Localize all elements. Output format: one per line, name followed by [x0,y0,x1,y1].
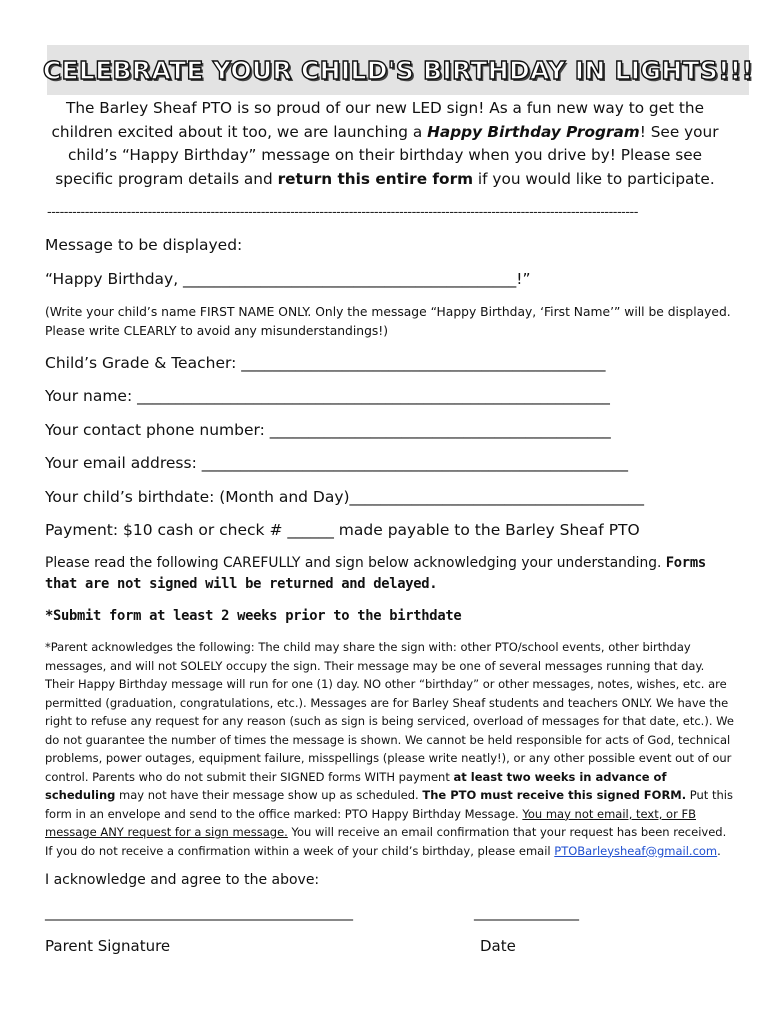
return-form-emphasis: return this entire form [277,169,474,188]
name-note-line-2: Please write CLEARLY to avoid any misunderstandings!) [45,324,389,338]
payment-field[interactable]: Payment: $10 cash or check # ______ made payable to the Barley Sheaf PTO [45,521,640,539]
intro-text-1: The Barley Sheaf PTO is so proud of our new LED sign! As a fun new way to get the children excited about it too, we are launching a [51,99,704,141]
grade-teacher-field[interactable]: Child’s Grade & Teacher: _______________________________________________ [45,354,606,372]
title-banner [42,45,754,95]
signature-line[interactable]: ____________________________________________ [45,905,353,921]
date-line[interactable]: _______________ [474,905,579,921]
no-email-notice: You may not email, text, or FB message ANY request for a sign message. [45,806,696,839]
date-label: Date [480,937,516,955]
cut-line-divider: --------------------------------------------------------------------------------------------------------------------------------------------- [47,205,638,220]
acknowledge-label: I acknowledge and agree to the above: [45,872,320,888]
email-field[interactable]: Your email address: _______________________________________________________ [45,454,628,472]
phone-field[interactable]: Your contact phone number: ____________________________________________ [45,421,611,439]
terms-paragraph: *Parent acknowledges the following: The child may share the sign with: other PTO/school events, other birthday messages, and will not SOLELY occupy the sign. Their message may be one of several messages running that day. Their Happy Birthday message will run for one (1) day. NO other “birthday” or other messages, notes, wishes, etc. are permitted (graduation, congratulations, etc.). Messages are for Barley Sheaf students and teachers ONLY. We have the right to refuse any request for any reason (such as sign is being serviced, overload of messages for that date, etc.). We do not guarantee the number of times the message is shown. We cannot be held responsible for acts of God, technical problems, power outages, equipment failure, misspellings (please write neatly!), or any other possible event out of our control. Parents who do not submit their SIGNED forms WITH payment at least two weeks in advance of scheduling may not have their message show up as scheduled. The PTO must receive this signed FORM. Put this form in an envelope and send to the office marked: PTO Happy Birthday Message. You may not email, text, or FB message ANY request for a sign message. You will receive an email confirmation that your request has been received. If you do not receive a confirmation within a week of your child’s birthday, please email PTOBarleysheaf@gmail.com. [45,640,734,858]
read-carefully-text: Please read the following CAREFULLY and sign below acknowledging your understanding. [45,555,666,571]
intro-paragraph [40,97,730,191]
your-name-field[interactable]: Your name: _____________________________________________________________ [45,387,610,405]
birthdate-field[interactable]: Your child’s birthdate: (Month and Day)______________________________________ [45,488,645,506]
intro-text-3: if you would like to participate. [473,169,715,188]
read-carefully-paragraph [45,553,735,595]
happy-birthday-name-field[interactable]: “Happy Birthday, ___________________________________________!” [45,270,531,288]
program-name: Happy Birthday Program [427,122,640,141]
submit-deadline: *Submit form at least 2 weeks prior to the birthdate [45,608,462,624]
name-note-line-1: (Write your child’s name FIRST NAME ONLY. Only the message “Happy Birthday, ‘First Name’” will be displayed. [45,305,731,319]
message-label: Message to be displayed: [45,236,243,254]
page-title: CELEBRATE YOUR CHILD'S BIRTHDAY IN LIGHTS!!! [42,55,754,85]
pto-email-link[interactable]: PTOBarleysheaf@gmail.com [554,843,718,858]
unsigned-warning: Forms that are not signed will be returned and delayed. [45,555,706,592]
advance-scheduling-emphasis: at least two weeks in advance of scheduling [45,769,667,802]
signed-form-emphasis: The PTO must receive this signed FORM. [422,788,687,802]
intro-text-2: ! See your child’s “Happy Birthday” message on their birthday when you drive by! Please see specific program details and [55,122,719,188]
parent-signature-label: Parent Signature [45,937,171,955]
